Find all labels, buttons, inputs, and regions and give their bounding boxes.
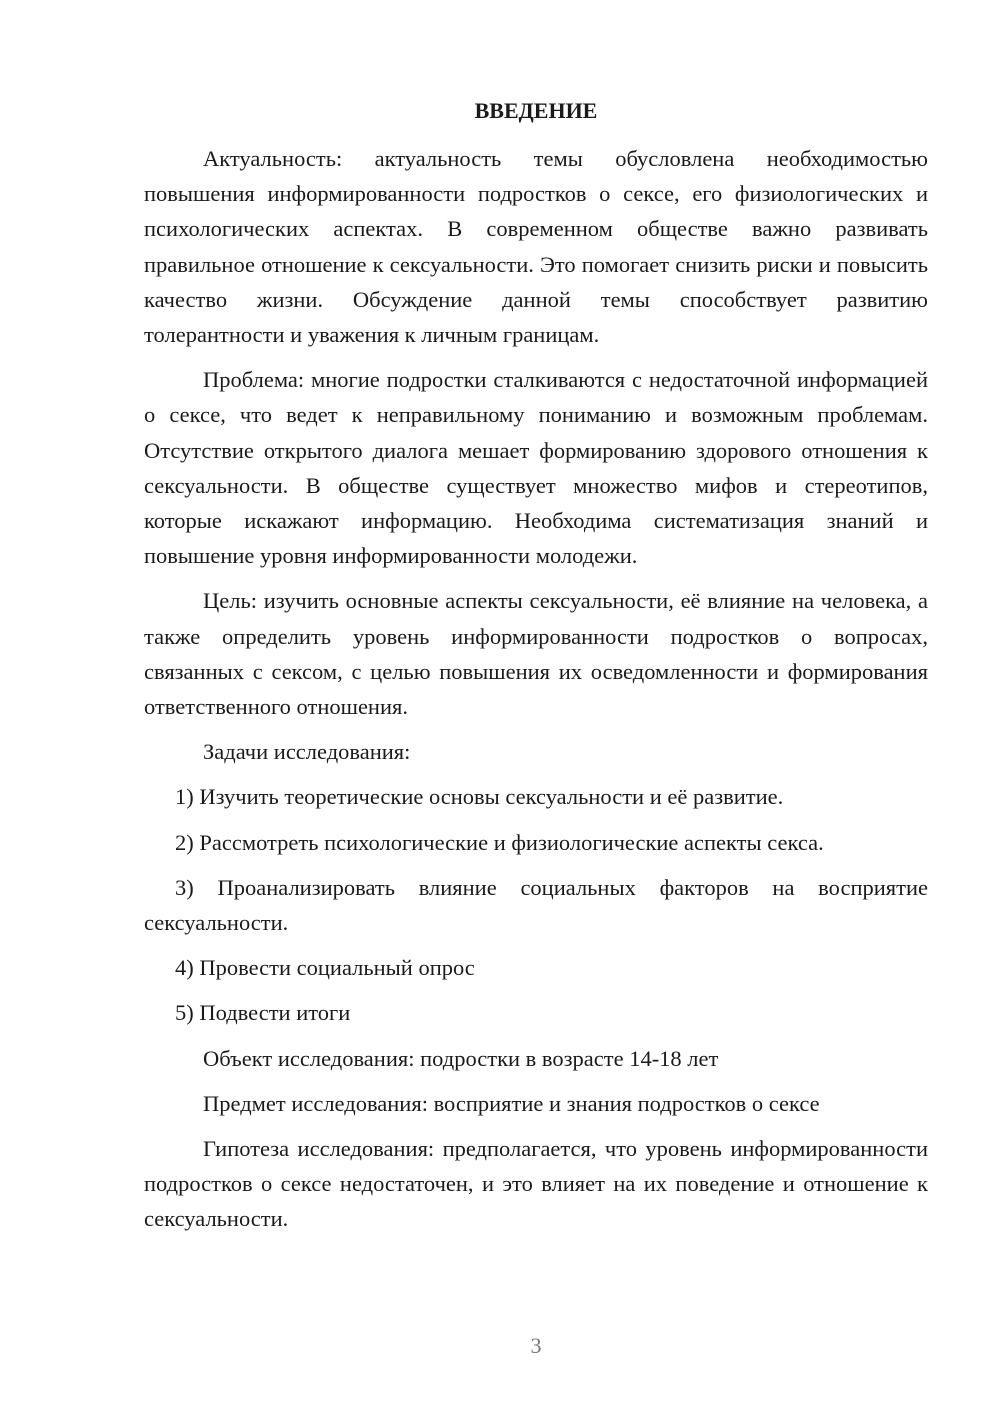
task-item: 5) Подвести итоги <box>175 1000 351 1026</box>
relevance-paragraph: Актуальность: актуальность темы обусловлена необходимостью повышения информированности подростков о сексе, его физиологических и психологических аспектах. В современном обществе важно развивать правильное отношение к сексуальности. Это помогает снизить риски и повысить качество жизни. Обсуждение данной темы способствует развитию толерантности и уважения к личным границам. <box>144 146 928 348</box>
problem-paragraph: Проблема: многие подростки сталкиваются с недостаточной информацией о сексе, что ведет к неправильному пониманию и возможным проблемам. Отсутствие открытого диалога мешает формированию здорового отношения к сексуальности. В обществе существует множество мифов и стереотипов, которые искажают информацию. Необходима систематизация знаний и повышение уровня информированности молодежи. <box>144 367 928 569</box>
document-page <box>144 94 928 1247</box>
tasks-heading: Задачи исследования: <box>203 739 411 765</box>
page-number: 3 <box>530 1333 542 1358</box>
task-item: 1) Изучить теоретические основы сексуальности и её развитие. <box>175 784 784 810</box>
task-item: 2) Рассмотреть психологические и физиологические аспекты секса. <box>175 829 824 855</box>
task-item: 3) Проанализировать влияние социальных факторов на восприятие сексуальности. <box>144 874 928 936</box>
goal-paragraph: Цель: изучить основные аспекты сексуальности, её влияние на человека, а также определить уровень информированности подростков о вопросах, связанных с сексом, с целью повышения их осведомленности и формирования ответственного отношения. <box>144 588 928 720</box>
research-subject: Предмет исследования: восприятие и знания подростков о сексе <box>203 1090 820 1116</box>
hypothesis-paragraph: Гипотеза исследования: предполагается, что уровень информированности подростков о сексе недостаточен, и это влияет на их поведение и отношение к сексуальности. <box>144 1136 928 1232</box>
task-item: 4) Провести социальный опрос <box>175 955 475 981</box>
section-title: ВВЕДЕНИЕ <box>474 98 598 123</box>
research-object: Объект исследования: подростки в возрасте 14-18 лет <box>203 1045 719 1071</box>
